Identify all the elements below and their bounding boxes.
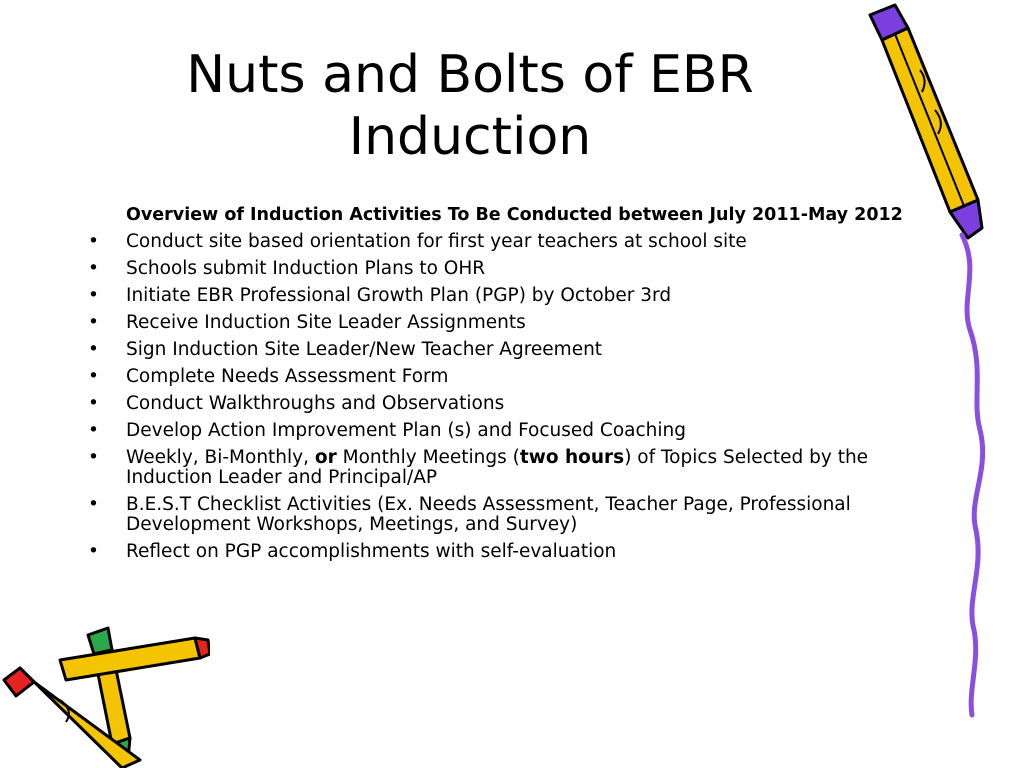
- bullet-icon: •: [88, 258, 99, 279]
- list-item: • Complete Needs Assessment Form: [88, 366, 449, 387]
- list-item: • Reflect on PGP accomplishments with self-evaluation: [88, 541, 617, 562]
- title-line-2: Induction: [348, 107, 592, 167]
- pencil-icon: [850, 0, 1000, 245]
- bullet-icon: •: [88, 231, 99, 252]
- bullet-icon: •: [88, 541, 99, 562]
- overview-subheading: Overview of Induction Activities To Be Conducted between July 2011-May 2012: [126, 205, 903, 225]
- list-item: • Conduct Walkthroughs and Observations: [88, 393, 505, 414]
- title-line-1: Nuts and Bolts of EBR: [186, 45, 754, 105]
- bullet-icon: •: [88, 285, 99, 306]
- bullet-icon: •: [88, 393, 99, 414]
- list-item: • Develop Action Improvement Plan (s) and Focused Coaching: [88, 420, 686, 441]
- list-item: • Schools submit Induction Plans to OHR: [88, 258, 486, 279]
- list-item: • Sign Induction Site Leader/New Teacher Agreement: [88, 339, 603, 360]
- list-item: • Receive Induction Site Leader Assignments: [88, 312, 526, 333]
- squiggle-line-icon: [950, 230, 1010, 720]
- bullet-icon: •: [88, 312, 99, 333]
- bullet-icon: •: [88, 339, 99, 360]
- bullet-icon: •: [88, 366, 99, 387]
- list-item: • Weekly, Bi-Monthly, or Monthly Meetings (two hours) of Topics Selected by the Induction Leader and Principal/AP: [88, 447, 869, 488]
- bullet-icon: •: [88, 494, 99, 515]
- activity-list: [80, 232, 930, 562]
- list-item: • Conduct site based orientation for first year teachers at school site: [88, 231, 747, 252]
- list-item: • Initiate EBR Professional Growth Plan (PGP) by October 3rd: [88, 285, 672, 306]
- list-item: • B.E.S.T Checklist Activities (Ex. Needs Assessment, Teacher Page, Professional Development Workshops, Meetings, and Survey): [88, 494, 851, 535]
- pencils-cluster-icon: [0, 610, 210, 768]
- bullet-icon: •: [88, 447, 99, 468]
- bullet-icon: •: [88, 420, 99, 441]
- slide-title: [90, 44, 850, 168]
- slide-body: [80, 205, 930, 569]
